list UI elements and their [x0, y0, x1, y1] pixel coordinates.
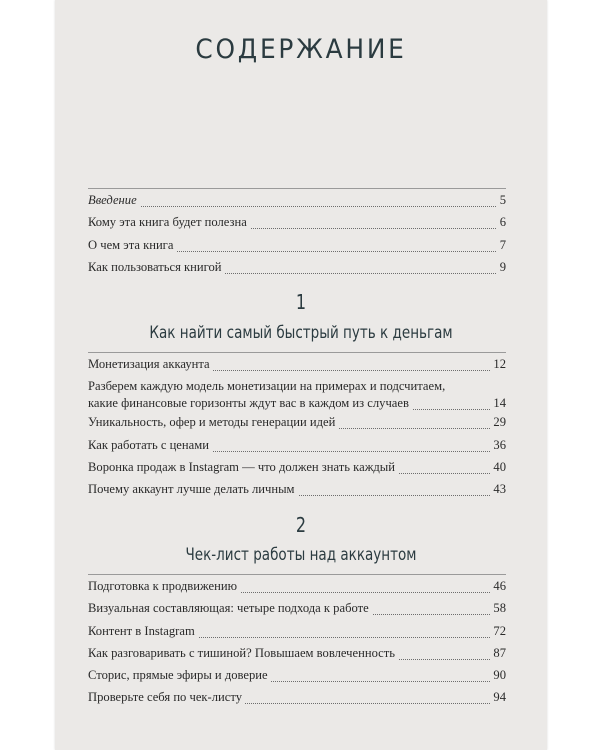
toc-part2-section — [88, 578, 506, 712]
toc-entry-label: Кому эта книга будет полезна — [88, 215, 250, 229]
toc-entry-label: Как разговаривать с тишиной? Повышаем вовлеченность — [88, 646, 398, 660]
toc-entry[interactable] — [88, 623, 506, 645]
toc-entry[interactable] — [88, 237, 506, 259]
page-title: СОДЕРЖАНИЕ — [195, 34, 407, 65]
part-number: 1 — [295, 290, 307, 314]
toc-entry-label: Как пользоваться книгой — [88, 260, 225, 274]
toc-entry-label: О чем эта книга — [88, 238, 176, 252]
divider — [88, 574, 506, 575]
divider — [88, 352, 506, 353]
toc-entry[interactable] — [88, 192, 506, 214]
toc-entry[interactable] — [88, 578, 506, 600]
toc-entry[interactable] — [88, 459, 506, 481]
toc-entry[interactable] — [88, 481, 506, 503]
toc-entry[interactable] — [88, 259, 506, 281]
toc-entry-label: Подготовка к продвижению — [88, 579, 240, 593]
toc-entry-page: 43 — [490, 481, 506, 498]
toc-entry[interactable] — [88, 645, 506, 667]
toc-entry[interactable] — [88, 600, 506, 622]
toc-entry-label: Монетизация аккаунта — [88, 357, 213, 371]
toc-entry-page: 40 — [490, 459, 506, 476]
toc-entry-page: 6 — [497, 214, 506, 231]
toc-entry-label: Введение — [88, 193, 140, 207]
toc-entry-label: Уникальность, офер и методы генерации идей — [88, 415, 338, 429]
toc-entry[interactable] — [88, 437, 506, 459]
toc-entry-page: 29 — [490, 414, 506, 431]
toc-entry-page: 72 — [490, 623, 506, 640]
toc-entry[interactable] — [88, 667, 506, 689]
toc-entry-page: 36 — [490, 437, 506, 454]
toc-entry[interactable] — [88, 378, 506, 414]
part-title: Чек-лист работы над аккаунтом — [185, 545, 417, 564]
part-title: Как найти самый быстрый путь к деньгам — [149, 323, 453, 342]
toc-entry-page: 46 — [490, 578, 506, 595]
toc-entry-label: Воронка продаж в Instagram — что должен знать каждый — [88, 460, 398, 474]
toc-entry-label: Проверьте себя по чек-листу — [88, 690, 245, 704]
toc-entry-page: 12 — [490, 356, 506, 373]
toc-entry[interactable] — [88, 214, 506, 236]
part-number: 2 — [295, 513, 307, 537]
toc-part1-section — [88, 356, 506, 503]
toc-entry-page: 5 — [497, 192, 506, 209]
toc-entry-label: Как работать с ценами — [88, 438, 212, 452]
toc-intro-section — [88, 192, 506, 281]
toc-entry[interactable] — [88, 414, 506, 436]
toc-entry-page: 90 — [490, 667, 506, 684]
toc-entry-label-line2: какие финансовые горизонты ждут вас в каждом из случаев — [88, 396, 412, 410]
toc-entry-page: 7 — [497, 237, 506, 254]
leader-dots — [88, 206, 506, 207]
toc-entry[interactable] — [88, 356, 506, 378]
toc-entry-label: Сторис, прямые эфиры и доверие — [88, 668, 271, 682]
toc-entry-page: 87 — [490, 645, 506, 662]
toc-entry-label: Контент в Instagram — [88, 624, 198, 638]
toc-entry-page: 9 — [497, 259, 506, 276]
toc-entry-label: Визуальная составляющая: четыре подхода к работе — [88, 601, 372, 615]
toc-entry-page: 94 — [490, 689, 506, 706]
toc-entry[interactable] — [88, 689, 506, 711]
toc-entry-label: Почему аккаунт лучше делать личным — [88, 482, 298, 496]
book-page — [55, 0, 547, 750]
divider — [88, 188, 506, 189]
toc-entry-page: 14 — [490, 395, 506, 412]
toc-entry-page: 58 — [490, 600, 506, 617]
toc-entry-label-line1: Разберем каждую модель монетизации на примерах и подсчитаем, — [88, 379, 446, 394]
